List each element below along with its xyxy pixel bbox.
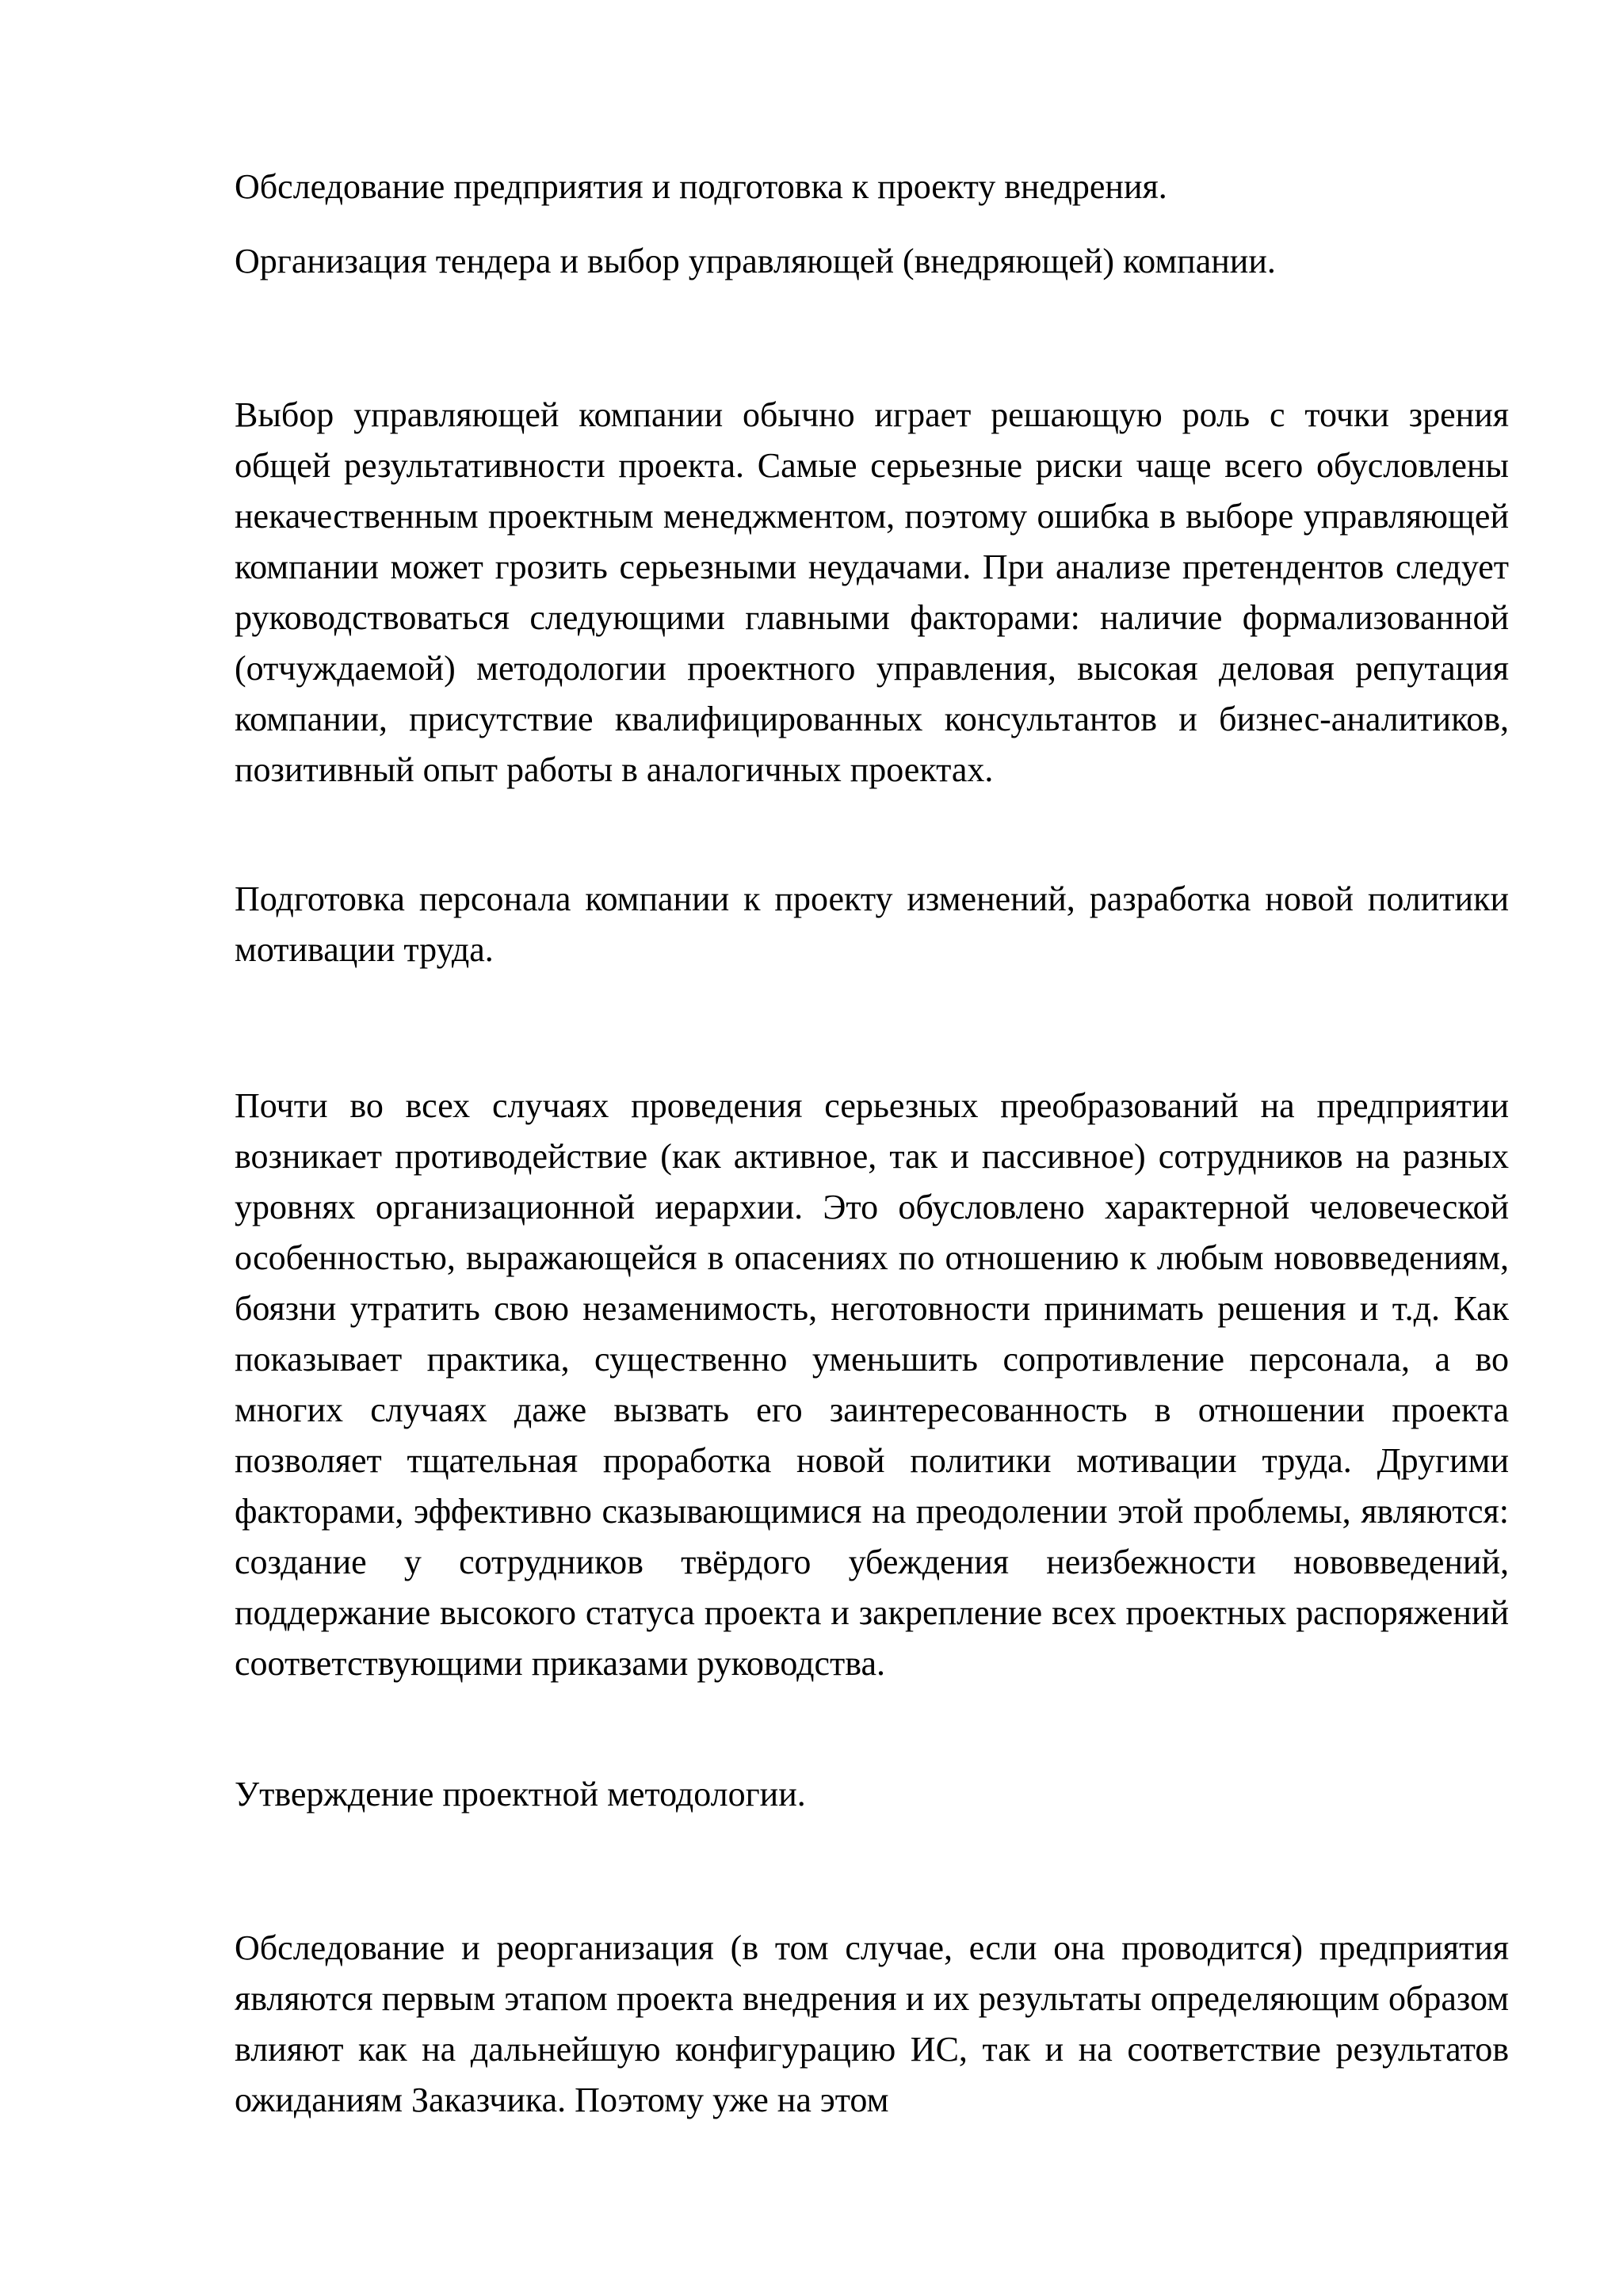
paragraph-company-selection: Выбор управляющей компании обычно играет решающую роль с точки зрения общей результативности проекта. Самые серьезные риски чаще всего обусловлены некачественным проектным менеджментом, поэтому ошибка в выборе управляющей компании может грозить серьезными неудачами. При анализе претендентов следует руководствоваться следующими главными факторами: наличие формализованной (отчуждаемой) методологии проектного управления, высокая деловая репутация компании, присутствие квалифицированных консультантов и бизнес-аналитиков, позитивный опыт работы в аналогичных проектах. — [235, 395, 1509, 789]
heading-methodology-approval: Утверждение проектной методологии. — [235, 1775, 806, 1814]
heading-enterprise-survey: Обследование предприятия и подготовка к проекту внедрения. — [235, 167, 1167, 206]
heading-tender-organization: Организация тендера и выбор управляющей (внедряющей) компании. — [235, 242, 1276, 280]
heading-staff-preparation: Подготовка персонала компании к проекту изменений, разработка новой политики мотивации труда. — [235, 879, 1509, 969]
paragraph-survey-reorganization: Обследование и реорганизация (в том случае, если она проводится) предприятия являются первым этапом проекта внедрения и их результаты определяющим образом влияют как на дальнейшую конфигурацию ИС, так и на соответствие результатов ожиданиям Заказчика. Поэтому уже на этом — [235, 1928, 1509, 2119]
paragraph-staff-resistance: Почти во всех случаях проведения серьезных преобразований на предприятии возникает противодействие (как активное, так и пассивное) сотрудников на разных уровнях организационной иерархии. Это обусловлено характерной человеческой особенностью, выражающейся в опасениях по отношению к любым нововведениям, боязни утратить свою незаменимость, неготовности принимать решения и т.д. Как показывает практика, существенно уменьшить сопротивление персонала, а во многих случаях даже вызвать его заинтересованность в отношении проекта позволяет тщательная проработка новой политики мотивации труда. Другими факторами, эффективно сказывающимися на преодолении этой проблемы, являются: создание у сотрудников твёрдого убеждения неизбежности нововведений, поддержание высокого статуса проекта и закрепление всех проектных распоряжений соответствующими приказами руководства. — [235, 1086, 1509, 1683]
